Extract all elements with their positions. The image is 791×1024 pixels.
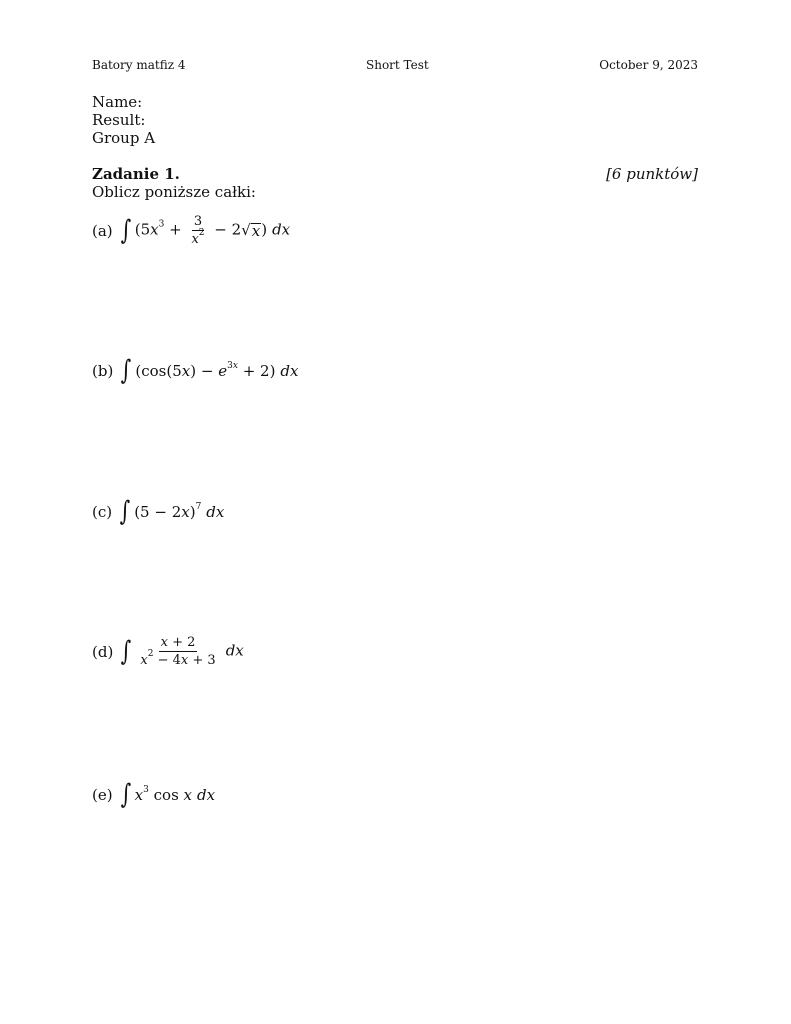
task-title: Zadanie 1. [92, 165, 180, 183]
header-course: Batory matfiz 4 [92, 58, 186, 72]
item-label-e: (e) [92, 785, 113, 804]
integral-c [92, 498, 224, 525]
header-date: October 9, 2023 [599, 58, 698, 72]
header-title: Short Test [366, 58, 429, 72]
result-label: Result: [92, 111, 146, 129]
integrand-d: $\frac{x + 2}{x^2 - 4x + 3}$ dx [140, 635, 244, 668]
integrand-b: $(\cos(5x) - e^{3x} + 2)$ dx [135, 360, 299, 380]
integral-b [92, 357, 298, 384]
group-label: Group A [92, 129, 156, 147]
integral-sign: ∫ [121, 355, 132, 386]
integrand-a: ($5x^3$ + $\frac{3}{x^2}$ − 2 √ x ) dx [134, 214, 291, 247]
integral-sign: ∫ [121, 636, 132, 667]
integrand-c: $(5 - 2x)^7$ dx [134, 501, 225, 521]
task-instruction: Oblicz poniższe całki: [92, 183, 256, 201]
item-label-c: (c) [92, 502, 113, 521]
integral-e [92, 781, 215, 808]
task-points: [6 punktów] [606, 165, 698, 183]
name-label: Name: [92, 93, 143, 111]
integrand-e: $x^3$ cos x dx [134, 784, 216, 804]
integral-sign: ∫ [120, 779, 131, 810]
item-label-b: (b) [92, 361, 114, 380]
integral-a [92, 214, 290, 247]
integral-sign: ∫ [120, 215, 131, 246]
integral-sign: ∫ [119, 496, 131, 527]
item-label-a: (a) [92, 221, 113, 240]
item-label-d: (d) [92, 642, 114, 661]
integral-d [92, 635, 244, 668]
